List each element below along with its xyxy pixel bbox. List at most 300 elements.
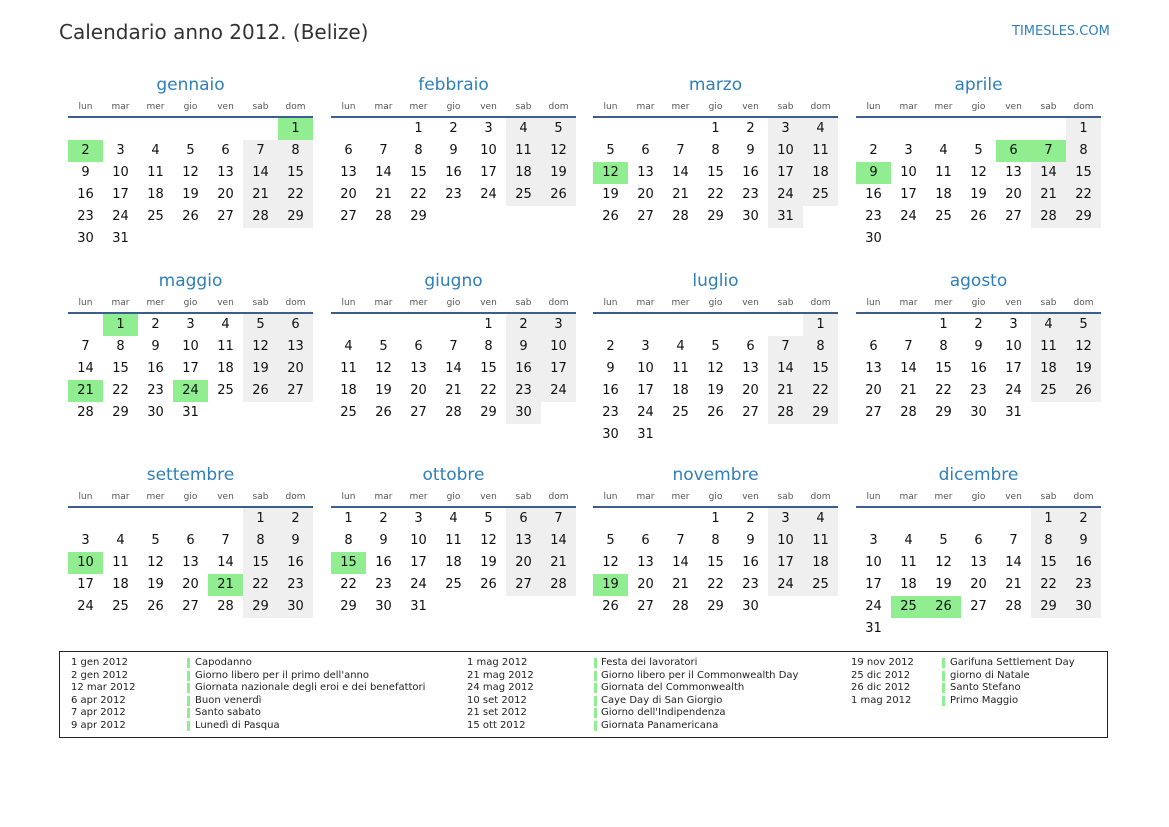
day-cell: 8 — [116, 339, 125, 354]
weekday-label: lun — [78, 298, 93, 308]
day-cell: 29 — [935, 405, 952, 420]
weekday-label: lun — [603, 492, 618, 502]
day-cell: 31 — [112, 231, 129, 246]
day-cell: 25 — [1031, 380, 1066, 402]
empty-cell — [593, 508, 628, 530]
day-cell: 8 — [711, 143, 720, 158]
weekday-label: mer — [934, 102, 953, 112]
legend-holiday-name: Caye Day di San Giorgio — [601, 694, 723, 706]
day-cell: 12 — [375, 361, 392, 376]
empty-cell — [628, 314, 663, 336]
empty-cell — [926, 508, 961, 530]
empty-cell — [891, 314, 926, 336]
day-cell: 24 — [410, 577, 427, 592]
day-cell: 3 — [641, 339, 650, 354]
day-cell: 7 — [904, 339, 913, 354]
empty-cell — [663, 118, 698, 140]
legend-color-bar — [594, 721, 597, 731]
days-grid — [593, 508, 838, 618]
day-cell: 2 — [746, 121, 755, 136]
legend-holiday-name: Festa dei lavoratori — [601, 657, 698, 668]
day-cell: 19 — [935, 577, 952, 592]
day-cell: 28 — [541, 574, 576, 596]
day-cell: 24 — [480, 187, 497, 202]
day-cell: 8 — [278, 140, 313, 162]
day-cell: 24 — [900, 209, 917, 224]
day-cell: 3 — [768, 118, 803, 140]
day-cell: 23 — [865, 209, 882, 224]
weekday-label: ven — [480, 492, 497, 502]
day-cell: 25 — [506, 184, 541, 206]
weekday-label: dom — [1073, 492, 1094, 502]
day-cell: 13 — [970, 555, 987, 570]
day-cell: 13 — [865, 361, 882, 376]
weekday-label: gio — [446, 102, 461, 112]
day-cell: 30 — [1066, 596, 1101, 618]
legend-holiday-name: Santo sabato — [195, 707, 261, 719]
weekday-label: dom — [285, 102, 306, 112]
day-cell: 16 — [278, 552, 313, 574]
weekday-label: lun — [603, 102, 618, 112]
day-cell: 7 — [81, 339, 90, 354]
day-cell: 18 — [1031, 358, 1066, 380]
legend-holiday-name: Primo Maggio — [950, 694, 1019, 706]
day-cell: 27 — [410, 405, 427, 420]
day-cell: 9 — [151, 339, 160, 354]
day-cell: 2 — [746, 511, 755, 526]
day-cell: 23 — [742, 187, 759, 202]
day-cell: 6 — [506, 508, 541, 530]
day-cell: 11 — [445, 533, 462, 548]
day-cell: 7 — [1009, 533, 1018, 548]
day-cell: 17 — [637, 383, 654, 398]
legend-color-bar — [594, 683, 597, 693]
day-cell: 1 — [484, 317, 493, 332]
empty-cell — [628, 118, 663, 140]
day-cell: 6 — [974, 533, 983, 548]
empty-cell — [173, 508, 208, 530]
day-cell: 30 — [375, 599, 392, 614]
legend-date: 2 gen 2012 — [71, 669, 129, 681]
month-name: dicembre — [938, 465, 1019, 485]
day-cell: 11 — [112, 555, 129, 570]
day-cell: 25 — [445, 577, 462, 592]
empty-cell — [996, 118, 1031, 140]
weekday-label: ven — [217, 492, 234, 502]
weekday-label: sab — [777, 492, 794, 502]
holiday-day-cell: 25 — [891, 596, 926, 618]
holiday-day-cell: 7 — [1031, 140, 1066, 162]
day-cell: 25 — [340, 405, 357, 420]
empty-cell — [103, 118, 138, 140]
day-cell: 9 — [1066, 530, 1101, 552]
weekday-label: gio — [708, 492, 723, 502]
day-cell: 4 — [221, 317, 230, 332]
legend-date: 21 mag 2012 — [467, 669, 534, 681]
weekday-label: dom — [548, 102, 569, 112]
weekday-label: ven — [1005, 102, 1022, 112]
day-cell: 26 — [602, 599, 619, 614]
day-cell: 25 — [147, 209, 164, 224]
day-cell: 27 — [970, 599, 987, 614]
day-cell: 1 — [414, 121, 423, 136]
day-cell: 28 — [1031, 206, 1066, 228]
day-cell: 2 — [379, 511, 388, 526]
day-cell: 30 — [742, 209, 759, 224]
day-cell: 16 — [147, 361, 164, 376]
day-cell: 2 — [278, 508, 313, 530]
day-cell: 15 — [1031, 552, 1066, 574]
day-cell: 19 — [182, 187, 199, 202]
day-cell: 1 — [344, 511, 353, 526]
weekday-label: lun — [78, 492, 93, 502]
legend-holiday-name: Giornata nazionale degli eroi e dei benefattori — [195, 682, 426, 694]
site-link[interactable]: TIMESLES.COM — [1012, 24, 1110, 39]
empty-cell — [243, 118, 278, 140]
day-cell: 31 — [637, 427, 654, 442]
empty-cell — [628, 508, 663, 530]
weekday-label: lun — [341, 492, 356, 502]
day-cell: 10 — [900, 165, 917, 180]
day-cell: 11 — [803, 530, 838, 552]
day-cell: 13 — [410, 361, 427, 376]
day-cell: 28 — [375, 209, 392, 224]
day-cell: 4 — [904, 533, 913, 548]
day-cell: 21 — [243, 184, 278, 206]
day-cell: 14 — [1005, 555, 1022, 570]
day-cell: 4 — [449, 511, 458, 526]
empty-cell — [891, 118, 926, 140]
day-cell: 27 — [1005, 209, 1022, 224]
empty-cell — [208, 508, 243, 530]
day-cell: 3 — [541, 314, 576, 336]
weekday-label: ven — [480, 102, 497, 112]
legend-date: 21 set 2012 — [467, 707, 527, 719]
day-cell: 16 — [865, 187, 882, 202]
day-cell: 20 — [637, 577, 654, 592]
day-cell: 20 — [1005, 187, 1022, 202]
day-cell: 22 — [112, 383, 129, 398]
weekday-label: mer — [671, 492, 690, 502]
day-cell: 12 — [182, 165, 199, 180]
legend-holiday-name: Garifuna Settlement Day — [950, 657, 1075, 668]
day-cell: 17 — [410, 555, 427, 570]
legend-date: 6 apr 2012 — [71, 694, 126, 706]
day-cell: 9 — [746, 143, 755, 158]
day-cell: 15 — [1066, 162, 1101, 184]
day-cell: 4 — [676, 339, 685, 354]
day-cell: 15 — [112, 361, 129, 376]
day-cell: 30 — [77, 231, 94, 246]
day-cell: 22 — [1031, 574, 1066, 596]
empty-cell — [663, 508, 698, 530]
day-cell: 14 — [768, 358, 803, 380]
day-cell: 21 — [672, 187, 689, 202]
day-cell: 24 — [1005, 383, 1022, 398]
legend-date: 26 dic 2012 — [851, 682, 911, 694]
holiday-day-cell: 9 — [856, 162, 891, 184]
weekday-label: gio — [708, 298, 723, 308]
weekday-label: sab — [777, 298, 794, 308]
weekday-label: sab — [515, 102, 532, 112]
day-cell: 7 — [243, 140, 278, 162]
empty-cell — [698, 314, 733, 336]
holiday-day-cell: 10 — [68, 552, 103, 574]
weekday-label: ven — [217, 102, 234, 112]
day-cell: 26 — [602, 209, 619, 224]
day-cell: 29 — [112, 405, 129, 420]
month-ottobre — [331, 390, 576, 618]
day-cell: 18 — [340, 383, 357, 398]
weekday-label: sab — [777, 102, 794, 112]
day-cell: 14 — [672, 555, 689, 570]
day-cell: 21 — [445, 383, 462, 398]
day-cell: 5 — [606, 143, 615, 158]
day-cell: 17 — [1005, 361, 1022, 376]
empty-cell — [768, 314, 803, 336]
weekday-label: dom — [1073, 298, 1094, 308]
weekday-header — [331, 98, 576, 118]
empty-cell — [436, 314, 471, 336]
day-cell: 29 — [1031, 596, 1066, 618]
day-cell: 18 — [672, 383, 689, 398]
day-cell: 20 — [506, 552, 541, 574]
day-cell: 17 — [768, 552, 803, 574]
day-cell: 12 — [147, 555, 164, 570]
day-cell: 19 — [243, 358, 278, 380]
empty-cell — [366, 118, 401, 140]
weekday-label: sab — [1040, 492, 1057, 502]
legend-date: 1 gen 2012 — [71, 657, 129, 668]
day-cell: 21 — [768, 380, 803, 402]
day-cell: 20 — [970, 577, 987, 592]
page-title: Calendario anno 2012. (Belize) — [59, 20, 369, 44]
day-cell: 12 — [707, 361, 724, 376]
day-cell: 30 — [742, 599, 759, 614]
empty-cell — [926, 118, 961, 140]
legend-holiday-name: Capodanno — [195, 657, 252, 668]
weekday-label: dom — [810, 298, 831, 308]
day-cell: 17 — [480, 165, 497, 180]
day-cell: 23 — [742, 577, 759, 592]
empty-cell — [856, 508, 891, 530]
day-cell: 1 — [803, 314, 838, 336]
weekday-header — [68, 294, 313, 314]
month-marzo — [593, 0, 838, 228]
day-cell: 17 — [182, 361, 199, 376]
day-cell: 29 — [803, 402, 838, 424]
day-cell: 23 — [375, 577, 392, 592]
day-cell: 4 — [506, 118, 541, 140]
day-cell: 6 — [641, 533, 650, 548]
holiday-day-cell: 1 — [278, 118, 313, 140]
day-cell: 2 — [1066, 508, 1101, 530]
day-cell: 3 — [414, 511, 423, 526]
day-cell: 27 — [742, 405, 759, 420]
legend-holiday-name: giorno di Natale — [950, 669, 1030, 681]
day-cell: 15 — [243, 552, 278, 574]
day-cell: 23 — [1066, 574, 1101, 596]
day-cell: 21 — [541, 552, 576, 574]
day-cell: 23 — [506, 380, 541, 402]
day-cell: 9 — [974, 339, 983, 354]
day-cell: 24 — [768, 184, 803, 206]
day-cell: 16 — [1066, 552, 1101, 574]
day-cell: 28 — [900, 405, 917, 420]
day-cell: 7 — [379, 143, 388, 158]
legend-color-bar — [187, 721, 190, 731]
legend-color-bar — [187, 658, 190, 668]
day-cell: 5 — [151, 533, 160, 548]
holiday-day-cell: 2 — [68, 140, 103, 162]
day-cell: 20 — [742, 383, 759, 398]
weekday-label: sab — [515, 492, 532, 502]
day-cell: 5 — [484, 511, 493, 526]
month-name: aprile — [954, 75, 1003, 95]
holiday-legend — [59, 651, 1108, 738]
legend-holiday-name: Santo Stefano — [950, 682, 1021, 694]
day-cell: 10 — [112, 165, 129, 180]
day-cell: 26 — [480, 577, 497, 592]
day-cell: 26 — [1066, 380, 1101, 402]
day-cell: 20 — [278, 358, 313, 380]
day-cell: 3 — [904, 143, 913, 158]
day-cell: 7 — [768, 336, 803, 358]
day-cell: 31 — [865, 621, 882, 636]
weekday-label: dom — [810, 102, 831, 112]
weekday-label: mar — [636, 298, 655, 308]
empty-cell — [663, 314, 698, 336]
weekday-label: mar — [899, 102, 918, 112]
day-cell: 6 — [746, 339, 755, 354]
day-cell: 15 — [278, 162, 313, 184]
day-cell: 5 — [939, 533, 948, 548]
weekday-label: ven — [217, 298, 234, 308]
day-cell: 17 — [900, 187, 917, 202]
weekday-label: lun — [866, 298, 881, 308]
day-cell: 7 — [676, 533, 685, 548]
month-name: settembre — [146, 465, 235, 485]
weekday-label: gio — [446, 298, 461, 308]
day-cell: 24 — [768, 574, 803, 596]
weekday-label: gio — [183, 102, 198, 112]
day-cell: 5 — [243, 314, 278, 336]
day-cell: 28 — [672, 209, 689, 224]
day-cell: 28 — [1005, 599, 1022, 614]
day-cell: 7 — [221, 533, 230, 548]
days-grid — [331, 508, 576, 618]
day-cell: 22 — [278, 184, 313, 206]
legend-date: 7 apr 2012 — [71, 707, 126, 719]
weekday-header — [593, 294, 838, 314]
weekday-label: dom — [810, 492, 831, 502]
day-cell: 9 — [81, 165, 90, 180]
day-cell: 6 — [278, 314, 313, 336]
day-cell: 13 — [182, 555, 199, 570]
day-cell: 14 — [375, 165, 392, 180]
day-cell: 11 — [1031, 336, 1066, 358]
legend-holiday-name: Giornata Panamericana — [601, 720, 719, 731]
empty-cell — [366, 314, 401, 336]
day-cell: 3 — [81, 533, 90, 548]
day-cell: 26 — [182, 209, 199, 224]
days-grid — [856, 508, 1101, 640]
weekday-header — [68, 98, 313, 118]
day-cell: 9 — [379, 533, 388, 548]
day-cell: 27 — [637, 599, 654, 614]
weekday-label: mer — [146, 298, 165, 308]
day-cell: 23 — [278, 574, 313, 596]
day-cell: 10 — [768, 140, 803, 162]
weekday-label: mar — [899, 298, 918, 308]
weekday-label: mar — [111, 102, 130, 112]
day-cell: 26 — [541, 184, 576, 206]
day-cell: 27 — [182, 599, 199, 614]
weekday-label: gio — [971, 492, 986, 502]
day-cell: 20 — [182, 577, 199, 592]
day-cell: 2 — [506, 314, 541, 336]
day-cell: 8 — [484, 339, 493, 354]
legend-holiday-name: Giorno libero per il primo dell'anno — [195, 669, 369, 681]
day-cell: 20 — [410, 383, 427, 398]
day-cell: 30 — [278, 596, 313, 618]
day-cell: 31 — [410, 599, 427, 614]
month-name: giugno — [424, 271, 483, 291]
day-cell: 2 — [606, 339, 615, 354]
weekday-header — [856, 294, 1101, 314]
weekday-label: dom — [1073, 102, 1094, 112]
day-cell: 5 — [606, 533, 615, 548]
day-cell: 12 — [935, 555, 952, 570]
day-cell: 29 — [243, 596, 278, 618]
weekday-label: mer — [934, 492, 953, 502]
empty-cell — [961, 118, 996, 140]
day-cell: 30 — [970, 405, 987, 420]
day-cell: 28 — [768, 402, 803, 424]
day-cell: 29 — [278, 206, 313, 228]
weekday-label: ven — [1005, 298, 1022, 308]
empty-cell — [138, 508, 173, 530]
day-cell: 3 — [116, 143, 125, 158]
day-cell: 4 — [803, 118, 838, 140]
holiday-day-cell: 21 — [68, 380, 103, 402]
weekday-label: ven — [742, 298, 759, 308]
day-cell: 6 — [186, 533, 195, 548]
day-cell: 22 — [935, 383, 952, 398]
day-cell: 25 — [112, 599, 129, 614]
day-cell: 30 — [147, 405, 164, 420]
weekday-label: gio — [971, 298, 986, 308]
month-name: luglio — [692, 271, 739, 291]
day-cell: 6 — [221, 143, 230, 158]
empty-cell — [401, 314, 436, 336]
weekday-label: ven — [742, 102, 759, 112]
day-cell: 16 — [742, 555, 759, 570]
day-cell: 15 — [803, 358, 838, 380]
day-cell: 28 — [77, 405, 94, 420]
day-cell: 9 — [506, 336, 541, 358]
day-cell: 14 — [672, 165, 689, 180]
day-cell: 22 — [340, 577, 357, 592]
day-cell: 21 — [1031, 184, 1066, 206]
day-cell: 18 — [803, 552, 838, 574]
weekday-label: ven — [742, 492, 759, 502]
empty-cell — [331, 314, 366, 336]
empty-cell — [173, 118, 208, 140]
day-cell: 30 — [506, 402, 541, 424]
weekday-label: mer — [409, 298, 428, 308]
day-cell: 19 — [541, 162, 576, 184]
